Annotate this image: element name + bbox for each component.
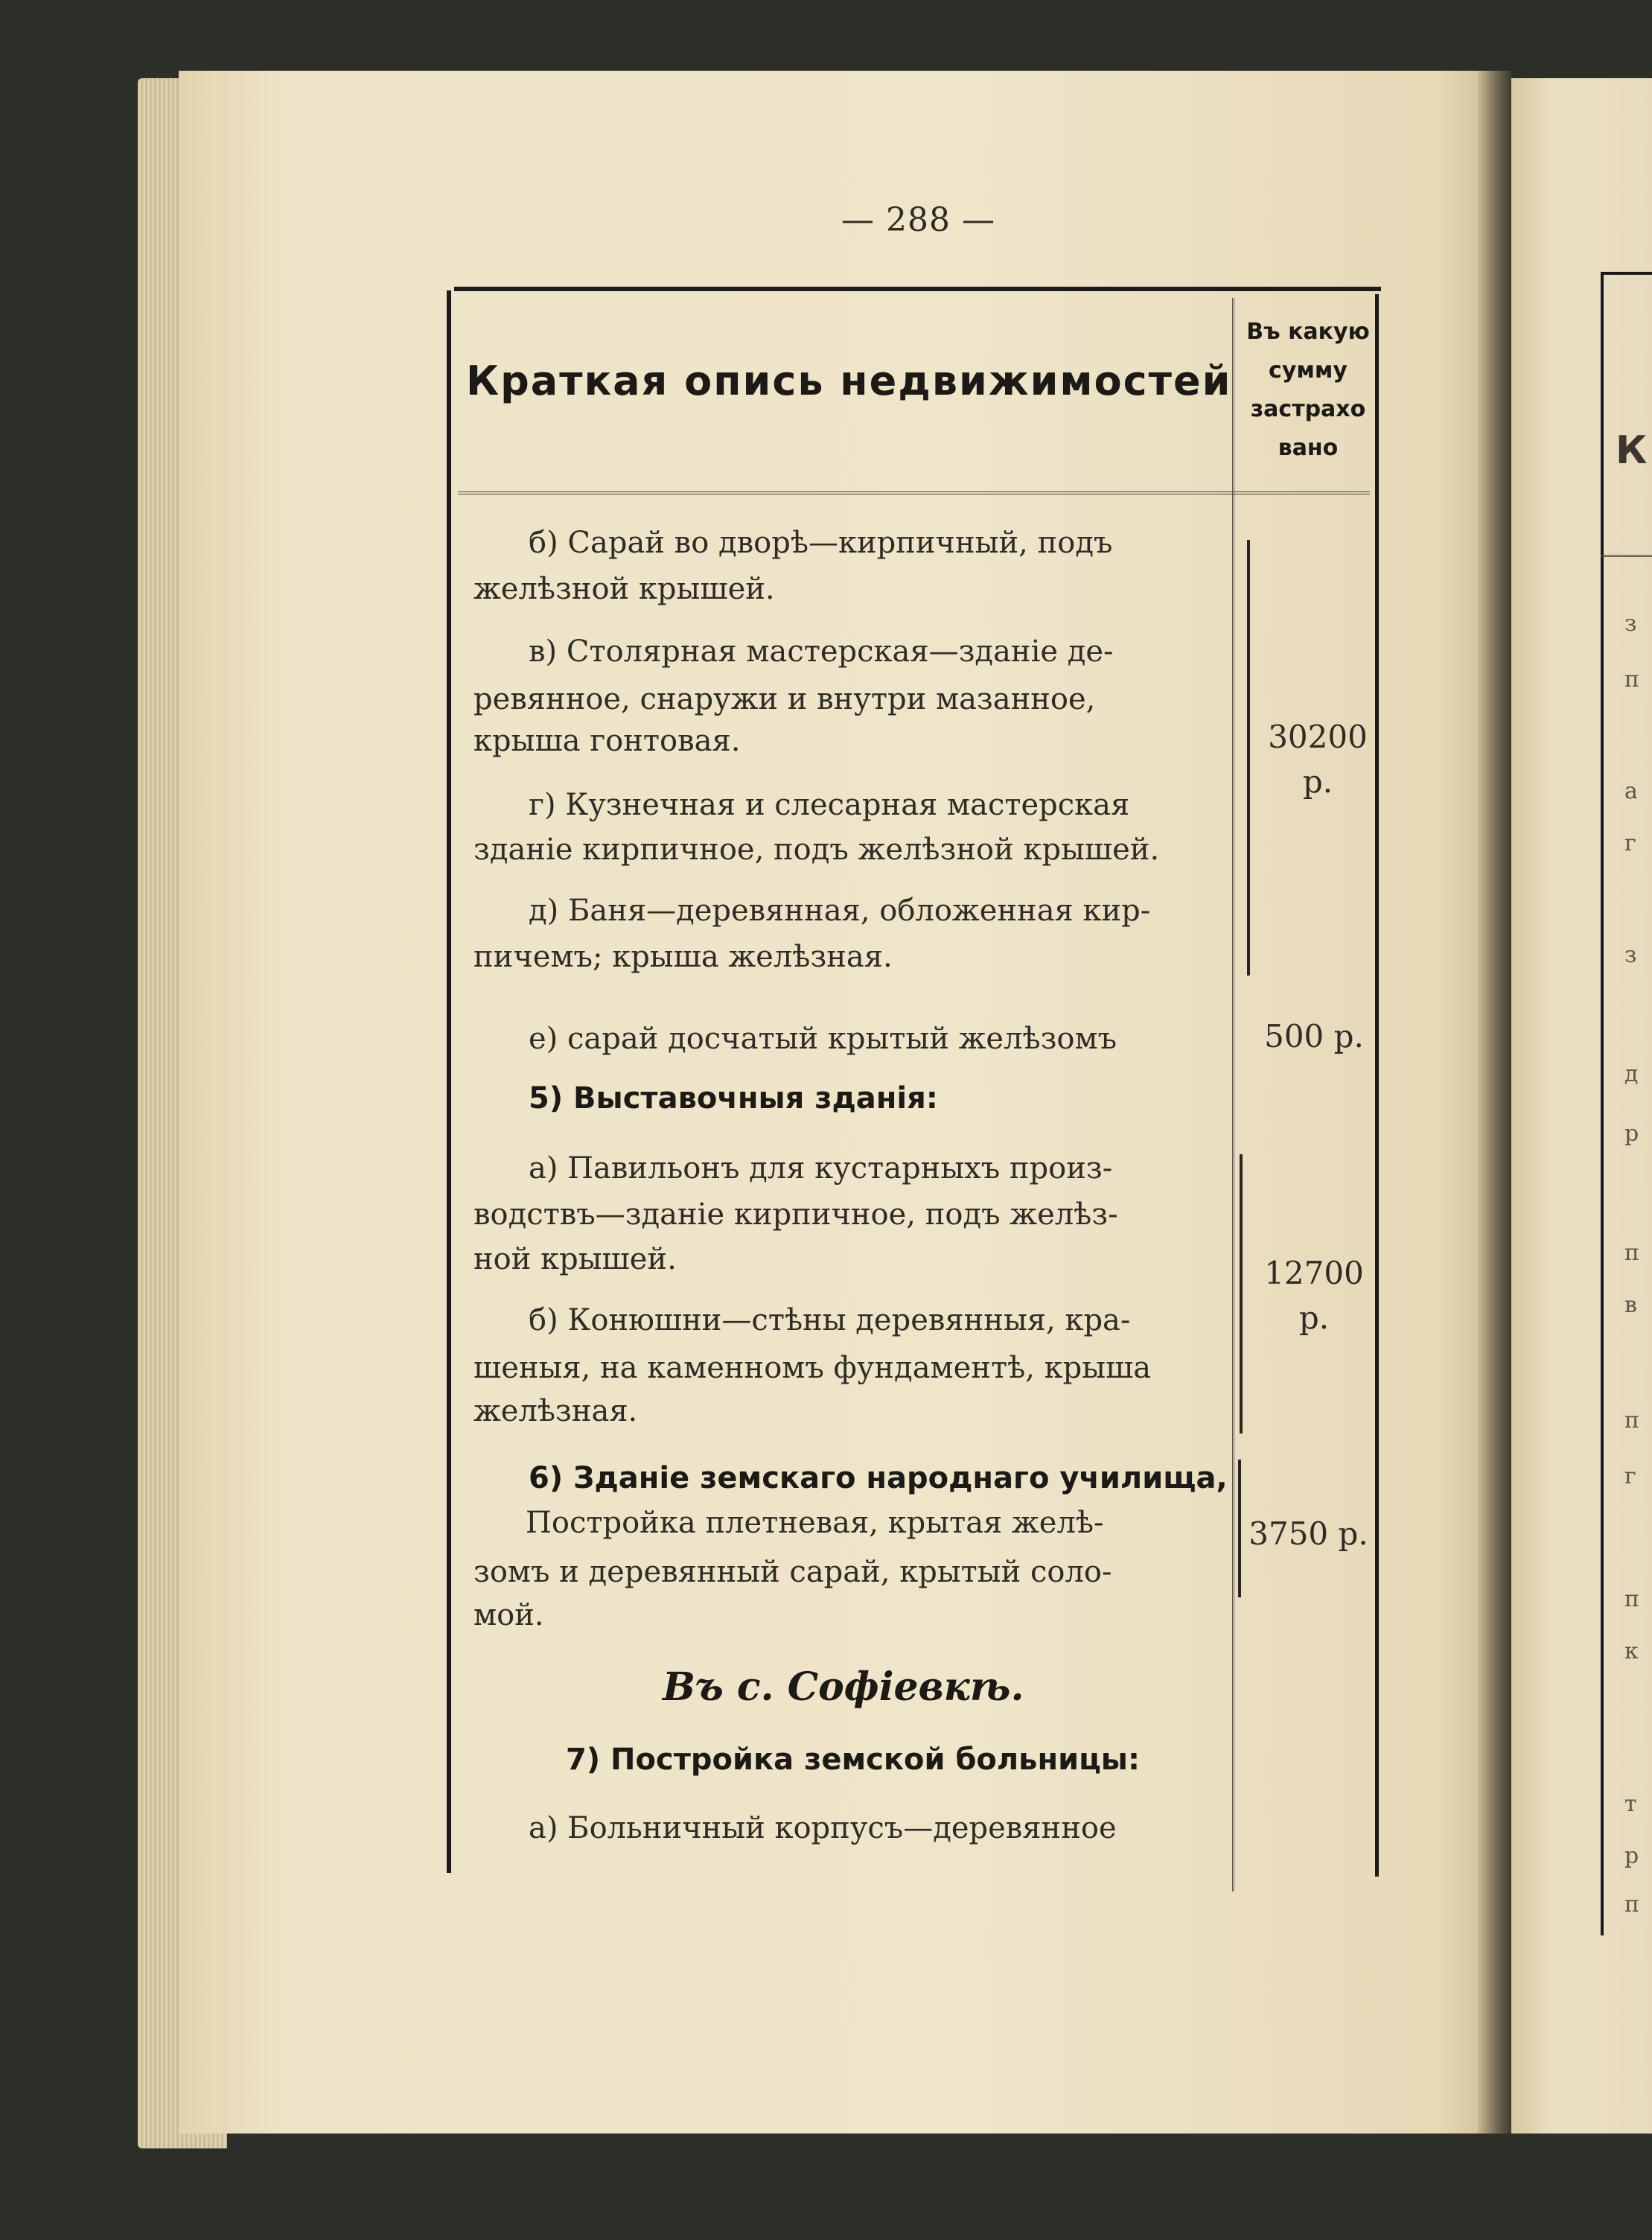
next-page-frame [1601,272,1652,1935]
town-heading: Въ с. Софіевкѣ. [663,1664,1024,1710]
next-page-letter: г [1624,830,1636,856]
entry-line: д) Баня—деревянная, обложенная кир- [529,894,1151,928]
section-title: 5) Выставочныя зданія: [529,1081,938,1116]
next-page-letter: р [1624,1843,1639,1869]
entry-line: зомъ и деревянный сарай, крытый соло- [473,1555,1112,1589]
table-top-border [454,287,1381,291]
column-divider [1232,298,1234,1891]
entry-line: г) Кузнечная и слесарная мастерская [529,788,1130,822]
table-right-border [1375,294,1379,1877]
next-page-letter: т [1624,1791,1637,1817]
amount-value: 30200 [1268,719,1368,755]
entry-line: водствъ—зданіе кирпичное, подъ желѣз- [473,1197,1118,1232]
entry-line: Постройка плетневая, крытая желѣ- [526,1506,1104,1540]
amount-bracket [1238,1460,1241,1597]
next-page-letter: п [1624,1891,1639,1918]
entry-line: зданіе кирпичное, подъ желѣзной крышей. [473,833,1160,867]
next-page-letter: г [1624,1463,1636,1489]
next-page-letter: п [1624,1240,1639,1266]
entry-line: пичемъ; крыша желѣзная. [473,940,893,974]
entry-line: в) Столярная мастерская—зданіе де- [529,634,1114,669]
entry-line: ревянное, снаружи и внутри мазанное, [473,682,1096,716]
next-page-letter: в [1624,1292,1637,1318]
entry-line: а) Больничный корпусъ—деревянное [529,1811,1117,1845]
section-title: 6) Зданіе земскаго народнаго училища, [529,1461,1228,1495]
entry-line: желѣзной крышей. [473,572,775,606]
entry-line: б) Сарай во дворѣ—кирпичный, подъ [529,526,1113,560]
next-page-letter: п [1624,1407,1639,1434]
amount-group2 [1258,1251,1370,1340]
table-heading: Краткая опись недвижимостей [466,357,1232,404]
next-page-header-rule [1601,555,1652,557]
section-title: 7) Постройка земской больницы: [566,1743,1140,1777]
book-gutter [1478,71,1511,2134]
amount-currency: р. [1302,763,1333,800]
entry-line: мой. [473,1598,544,1632]
amount-bracket [1240,1154,1243,1434]
next-page-letter: з [1624,942,1637,968]
next-page-letter: п [1624,1586,1639,1612]
insured-header-line: вано [1278,435,1339,461]
next-page-letter: р [1624,1121,1639,1147]
table-left-border [447,290,451,1873]
next-page-letter: з [1624,611,1637,637]
entry-line: шеныя, на каменномъ фундаментѣ, крыша [473,1351,1152,1385]
amount-bracket [1247,540,1250,976]
next-page-heading: К [1616,428,1648,473]
amount-school: 3750 р. [1248,1515,1368,1552]
next-page-letter: а [1624,778,1638,804]
entry-line: желѣзная. [473,1394,638,1428]
amount-currency: р. [1298,1299,1330,1336]
next-page-letter: д [1624,1061,1639,1087]
amount-value: 12700 [1264,1255,1364,1291]
amount-e-shed: 500 р. [1264,1018,1364,1054]
next-page [1511,78,1652,2134]
insured-header-line: застрахо [1250,396,1366,422]
insured-header-line: Въ какую [1246,319,1370,345]
next-page-letter: п [1624,666,1639,693]
header-rule [458,491,1370,494]
amount-group1 [1266,715,1370,804]
entry-line: б) Конюшни—стѣны деревянныя, кра- [529,1303,1131,1337]
insured-sum-header [1237,313,1379,468]
entry-line: ной крышей. [473,1242,677,1276]
page-number: — 288 — [841,201,995,239]
next-page-letter: к [1624,1638,1639,1664]
entry-line: а) Павильонъ для кустарныхъ произ- [529,1151,1113,1186]
insured-header-line: сумму [1269,357,1348,384]
entry-line: е) сарай досчатый крытый желѣзомъ [529,1022,1117,1056]
entry-line: крыша гонтовая. [473,724,741,758]
